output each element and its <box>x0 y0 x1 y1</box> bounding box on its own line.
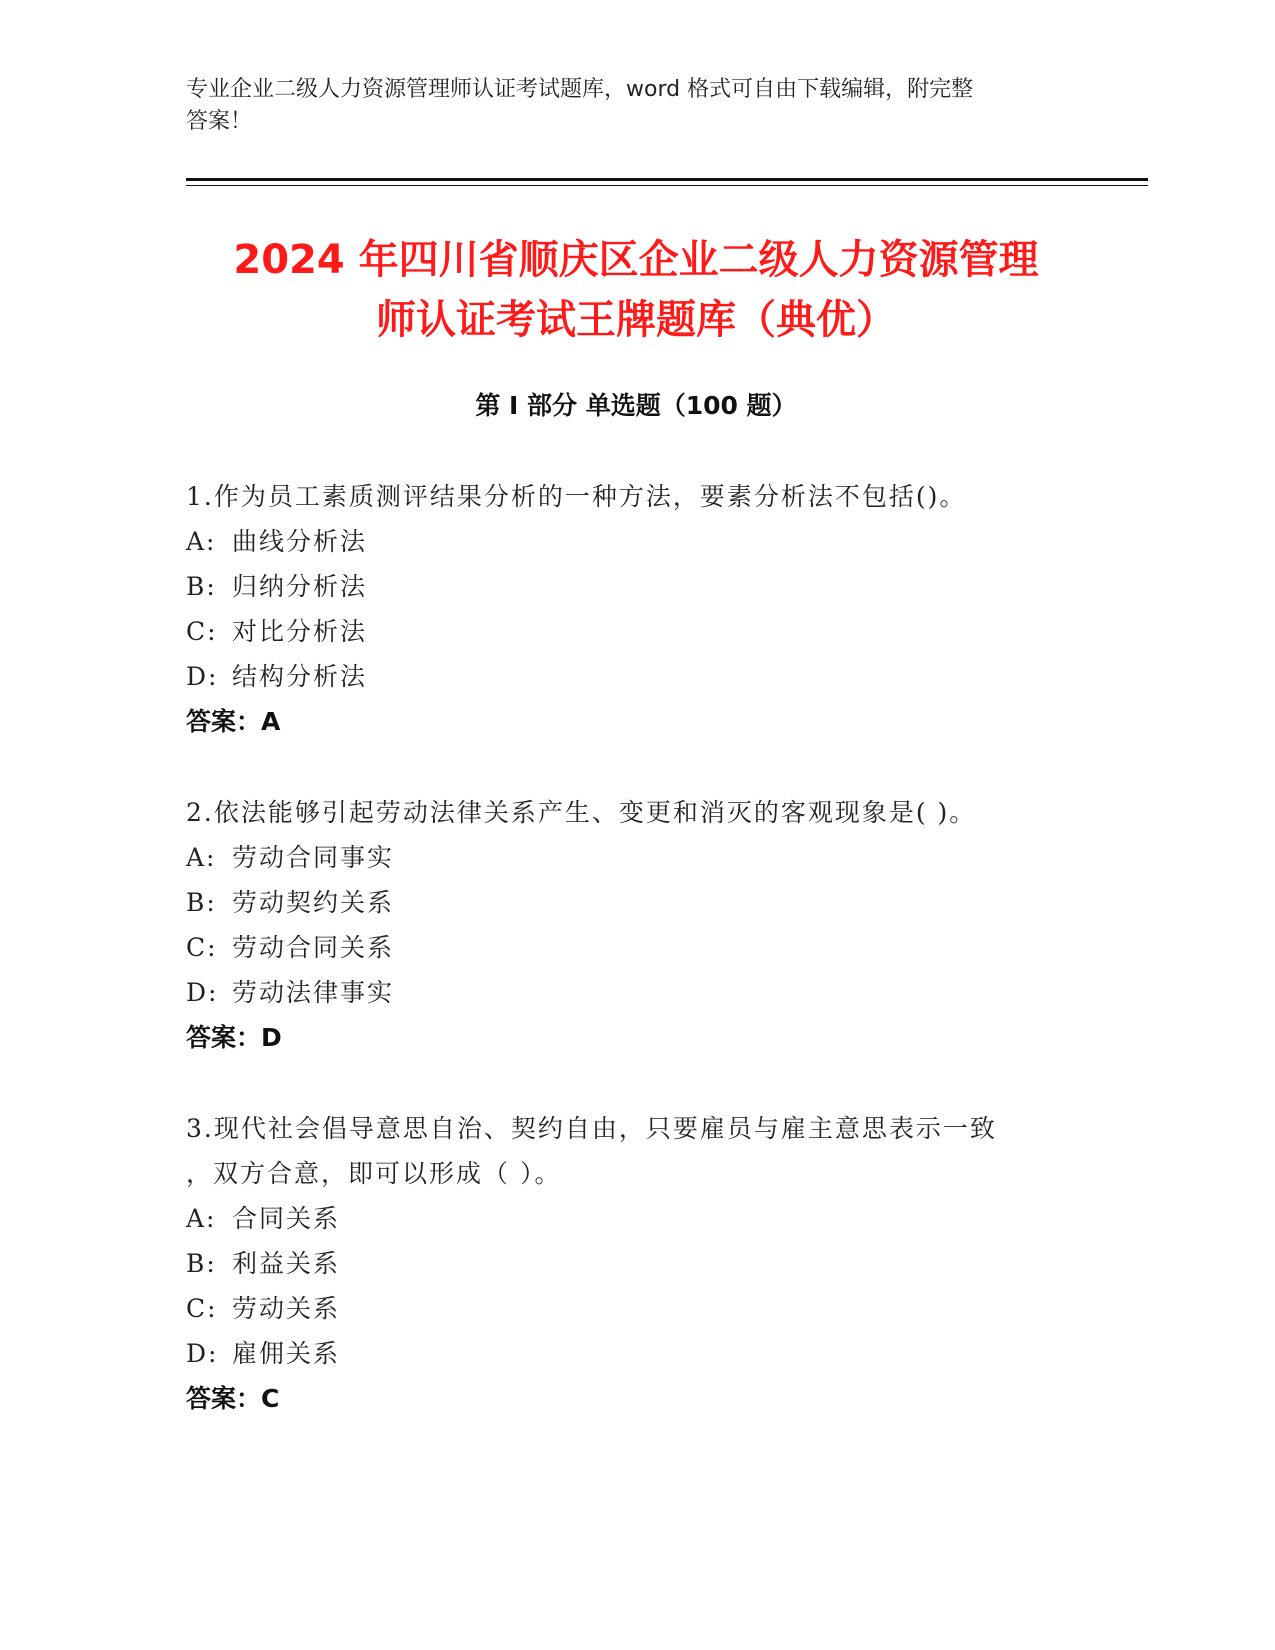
option-a <box>186 835 1086 880</box>
option-key: B: <box>186 888 217 917</box>
option-key: A: <box>186 843 217 872</box>
header-rule-thick <box>186 178 1148 181</box>
option-text: 结构分析法 <box>232 662 368 691</box>
option-key: D: <box>186 978 219 1007</box>
option-key: B: <box>186 1249 217 1278</box>
question-stem-line: 2.依法能够引起劳动法律关系产生、变更和消灭的客观现象是( )。 <box>186 798 977 827</box>
option-key: C: <box>186 1294 218 1323</box>
option-a <box>186 1196 1086 1241</box>
option-b <box>186 880 1086 925</box>
option-a <box>186 519 1086 564</box>
question-2 <box>186 790 1086 1060</box>
document-title-line-2: 师认证考试王牌题库（典优） <box>376 297 896 343</box>
option-text: 利益关系 <box>232 1249 341 1278</box>
section-title: 第 I 部分 单选题（100 题） <box>475 391 797 420</box>
question-3 <box>186 1106 1086 1421</box>
option-text: 劳动合同关系 <box>232 933 395 962</box>
option-key: D: <box>186 662 219 691</box>
option-b <box>186 564 1086 609</box>
option-c <box>186 1286 1086 1331</box>
answer: 答案：D <box>186 1023 282 1052</box>
header-rule-thin <box>186 185 1148 186</box>
question-stem <box>186 790 1086 835</box>
option-key: A: <box>186 1204 217 1233</box>
answer: 答案：C <box>186 1384 280 1413</box>
question-stem-line: 3.现代社会倡导意思自治、契约自由，只要雇员与雇主意思表示一致 <box>186 1114 997 1143</box>
answer: 答案：A <box>186 707 281 736</box>
option-text: 劳动契约关系 <box>232 888 395 917</box>
option-d <box>186 1331 1086 1376</box>
question-list <box>186 474 1086 1467</box>
option-c <box>186 609 1086 654</box>
option-text: 劳动关系 <box>232 1294 341 1323</box>
question-stem <box>186 1106 1086 1196</box>
option-key: C: <box>186 617 218 646</box>
document-title <box>186 230 1086 350</box>
question-stem-line: 1.作为员工素质测评结果分析的一种方法，要素分析法不包括()。 <box>186 482 967 511</box>
option-text: 对比分析法 <box>232 617 368 646</box>
question-1 <box>186 474 1086 744</box>
option-key: A: <box>186 527 217 556</box>
option-d <box>186 654 1086 699</box>
option-text: 归纳分析法 <box>232 572 368 601</box>
option-text: 雇佣关系 <box>232 1339 341 1368</box>
header-note <box>186 74 1086 138</box>
option-d <box>186 970 1086 1015</box>
option-key: C: <box>186 933 218 962</box>
document-title-line-1: 2024 年四川省顺庆区企业二级人力资源管理 <box>233 237 1039 283</box>
question-stem <box>186 474 1086 519</box>
option-text: 劳动合同事实 <box>232 843 395 872</box>
option-key: D: <box>186 1339 219 1368</box>
option-text: 劳动法律事实 <box>232 978 395 1007</box>
option-key: B: <box>186 572 217 601</box>
option-text: 曲线分析法 <box>232 527 368 556</box>
header-note-line-2: 答案！ <box>186 109 253 134</box>
header-note-line-1: 专业企业二级人力资源管理师认证考试题库，word 格式可自由下载编辑，附完整 <box>186 77 974 102</box>
question-stem-line: ，双方合意，即可以形成（ ）。 <box>186 1159 562 1188</box>
option-text: 合同关系 <box>232 1204 341 1233</box>
option-b <box>186 1241 1086 1286</box>
option-c <box>186 925 1086 970</box>
